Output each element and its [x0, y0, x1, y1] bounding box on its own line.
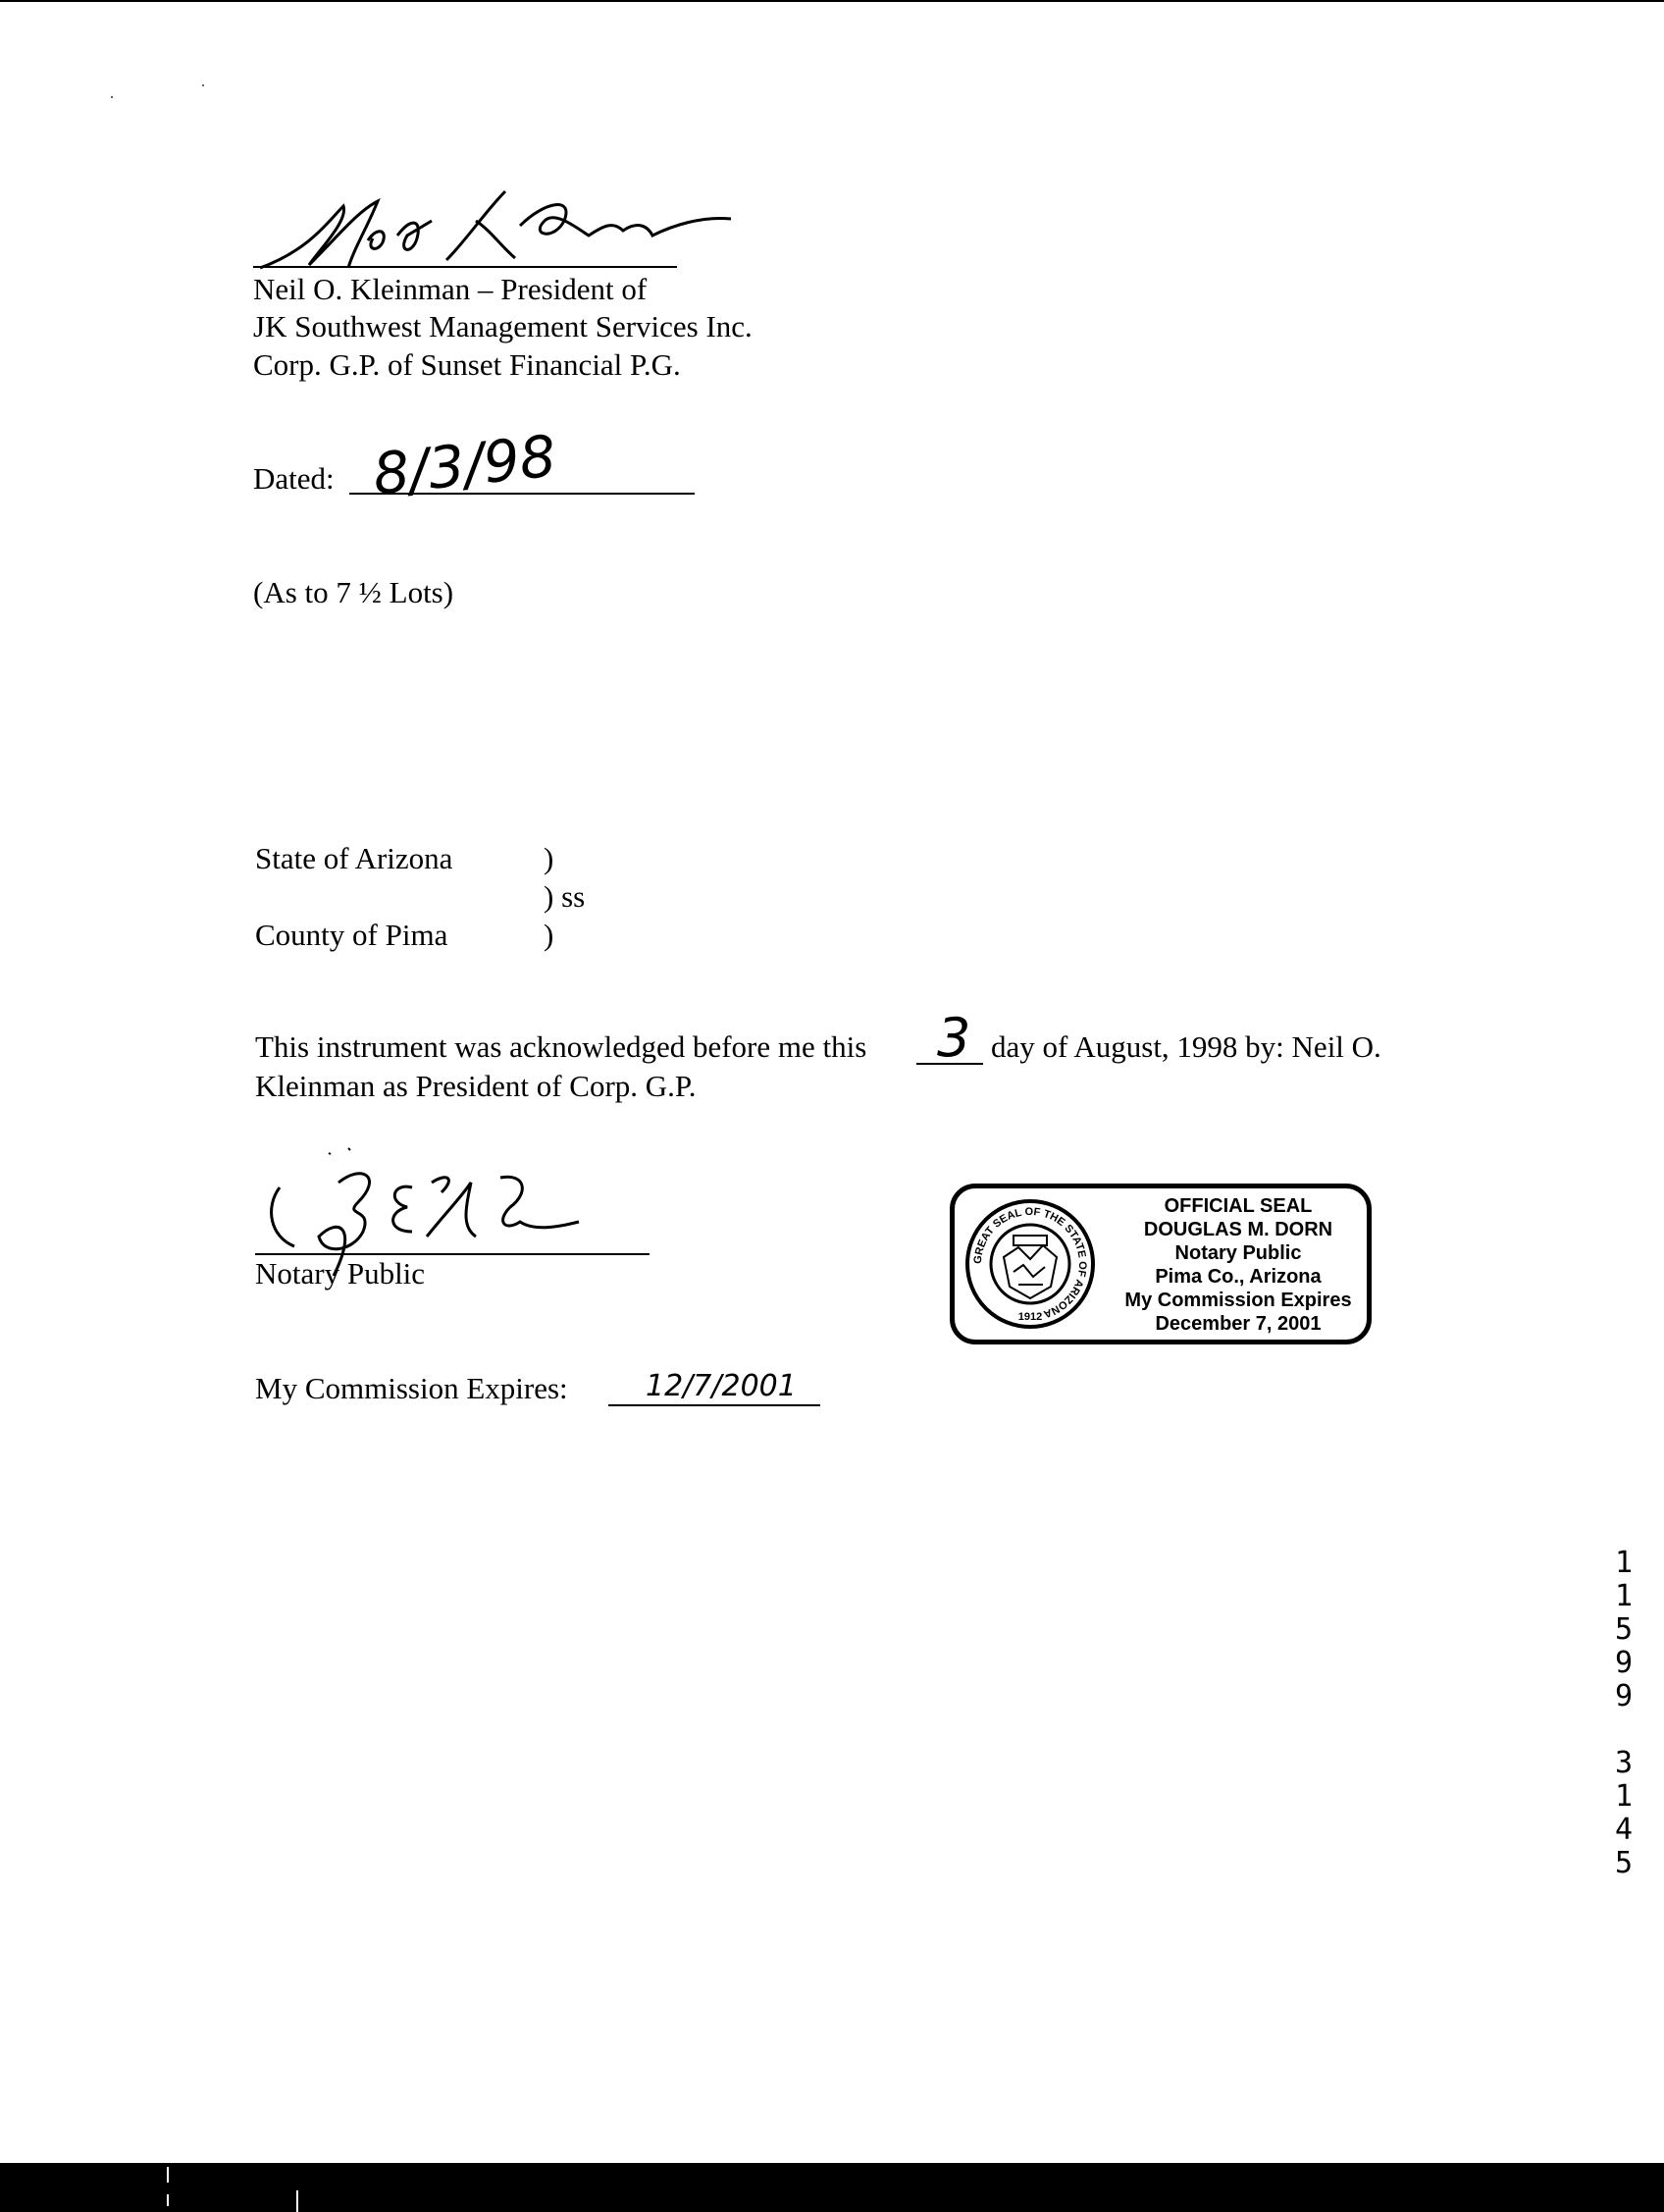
signer-company-line: JK Southwest Management Services Inc.: [253, 309, 753, 343]
venue-paren-top: ): [544, 841, 554, 875]
acknowledgment-text-line2: Kleinman as President of Corp. G.P.: [255, 1069, 697, 1103]
scan-speck: [202, 84, 204, 86]
scan-bar-mark: [167, 2167, 169, 2183]
signer-gp-line: Corp. G.P. of Sunset Financial P.G.: [253, 347, 681, 382]
commission-expires-handwritten: 12/7/2001: [646, 1369, 797, 1403]
scan-bar-mark: [296, 2190, 298, 2212]
notary-public-label: Notary Public: [255, 1256, 426, 1290]
state-seal-emblem: [964, 1198, 1096, 1330]
venue-county: County of Pima: [255, 918, 448, 952]
dated-handwritten-value: 8/3/98: [369, 422, 559, 508]
venue-state: State of Arizona: [255, 841, 453, 875]
acknowledgment-day-handwritten: 3: [937, 1007, 971, 1069]
venue-ss: ) ss: [544, 879, 586, 914]
scan-top-edge: [0, 0, 1664, 2]
scan-bottom-bar: [0, 2163, 1664, 2212]
commission-expires-line: [608, 1404, 820, 1406]
scan-speck: [111, 96, 113, 98]
commission-expires-label: My Commission Expires:: [255, 1371, 568, 1405]
seal-line-title: OFFICIAL SEAL: [1164, 1195, 1313, 1217]
seal-line-role: Notary Public: [1174, 1242, 1302, 1264]
official-notary-seal: [950, 1184, 1372, 1344]
lots-note: (As to 7 ½ Lots): [253, 575, 454, 609]
scan-bar-mark: [167, 2194, 169, 2206]
signer-signature: [250, 182, 741, 275]
acknowledgment-text-end: day of August, 1998 by: Neil O.: [991, 1029, 1381, 1064]
venue-paren-bottom: ): [544, 918, 554, 952]
acknowledgment-text-start: This instrument was acknowledged before me this: [255, 1029, 867, 1064]
seal-text-block: [1112, 1194, 1365, 1336]
signer-signature-line: [253, 266, 677, 268]
svg-text:1912: 1912: [1017, 1311, 1043, 1323]
signer-name-line: Neil O. Kleinman – President of: [253, 272, 648, 306]
svg-text:GREAT SEAL OF THE STATE OF ARI: GREAT SEAL OF THE STATE OF ARIZONA: [971, 1205, 1089, 1320]
seal-line-expires-label: My Commission Expires: [1124, 1290, 1352, 1311]
seal-line-expires-date: December 7, 2001: [1155, 1313, 1322, 1335]
margin-recording-number-part1: 1 1 5 9 9: [1614, 1546, 1634, 1713]
seal-line-county: Pima Co., Arizona: [1155, 1266, 1322, 1288]
seal-line-notary-name: DOUGLAS M. DORN: [1143, 1219, 1333, 1240]
margin-recording-number-part2: 3 1 4 5: [1614, 1746, 1634, 1880]
dated-label: Dated:: [253, 461, 335, 496]
